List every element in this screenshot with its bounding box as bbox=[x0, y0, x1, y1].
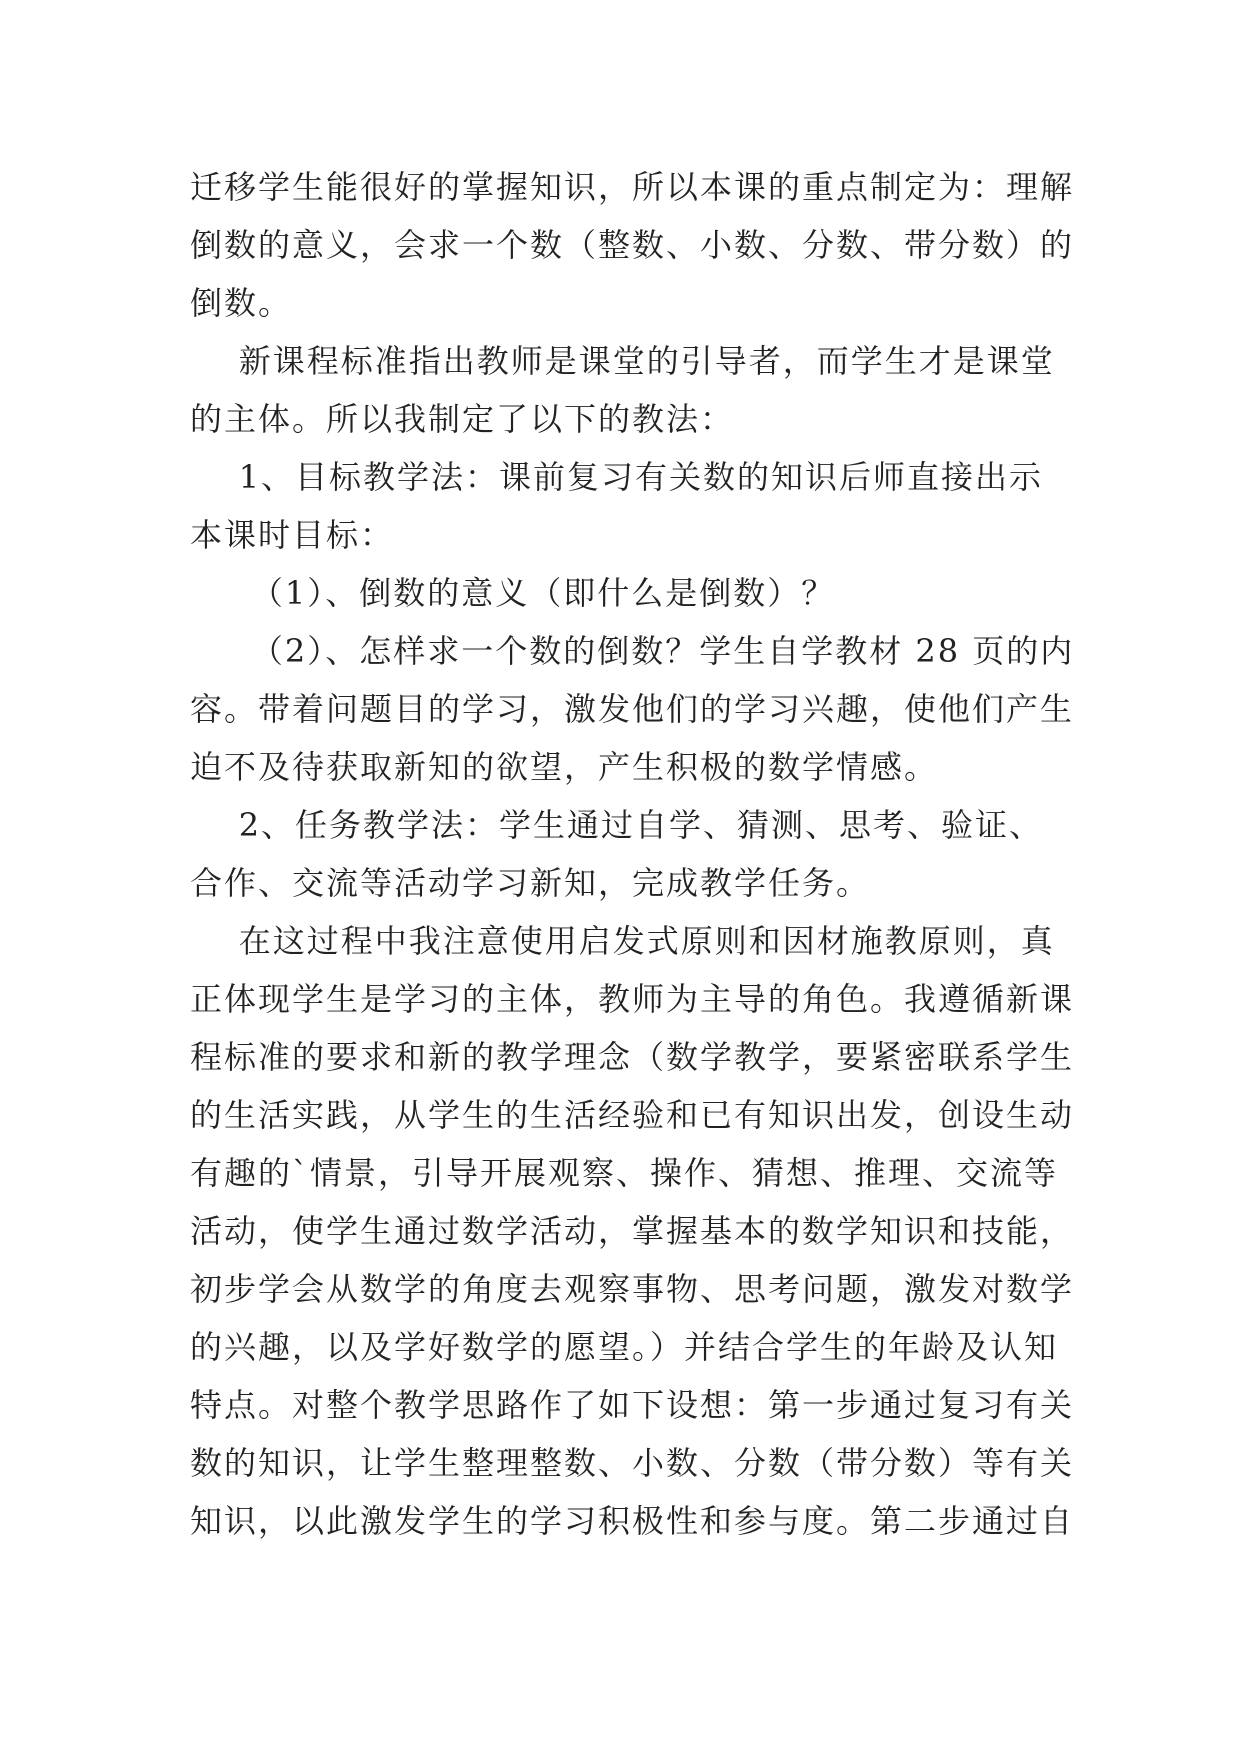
paragraph-task-method: 2、任务教学法：学生通过自学、猜测、思考、验证、 合作、交流等活动学习新知，完成教学任务。 bbox=[190, 806, 1044, 902]
document-body bbox=[190, 158, 1075, 1550]
paragraph-key-points: 迁移学生能很好的掌握知识，所以本课的重点制定为：理解 倒数的意义，会求一个数（整数、小数、分数、带分数）的 倒数。 bbox=[190, 168, 1075, 322]
paragraph-curriculum-standard: 新课程标准指出教师是课堂的引导者，而学生才是课堂 的主体。所以我制定了以下的教法： bbox=[190, 342, 1055, 438]
paragraph-teaching-process: 在这过程中我注意使用启发式原则和因材施教原则，真 正体现学生是学习的主体，教师为主导的角色。我遵循新课 程标准的要求和新的教学理念（数学教学，要紧密联系学生 的生活实践，从学生的生活经验和已有知识出发，创设生动 有趣的`情景，引导开展观察、操作、猜想、推理、交流等 活动，使学生通过数学活动，掌握基本的数学知识和技能， 初步学会从数学的角度去观察事物、思考问题，激发对数学 的兴趣，以及学好数学的愿望。）并结合学生的年龄及认知 特点。对整个教学思路作了如下设想：第一步通过复习有关 数的知识，让学生整理整数、小数、分数（带分数）等有关 知识，以此激发学生的学习积极性和参与度。第二步通过自 bbox=[190, 922, 1075, 1540]
paragraph-goal-item-1: （1）、倒数的意义（即什么是倒数）？ bbox=[190, 574, 836, 612]
paragraph-goal-method: 1、目标教学法：课前复习有关数的知识后师直接出示 本课时目标： bbox=[190, 458, 1044, 554]
paragraph-goal-item-2: （2）、怎样求一个数的倒数？学生自学教材 28 页的内 容。带着问题目的学习，激发他们的学习兴趣，使他们产生 迫不及待获取新知的欲望，产生积极的数学情感。 bbox=[190, 632, 1075, 786]
